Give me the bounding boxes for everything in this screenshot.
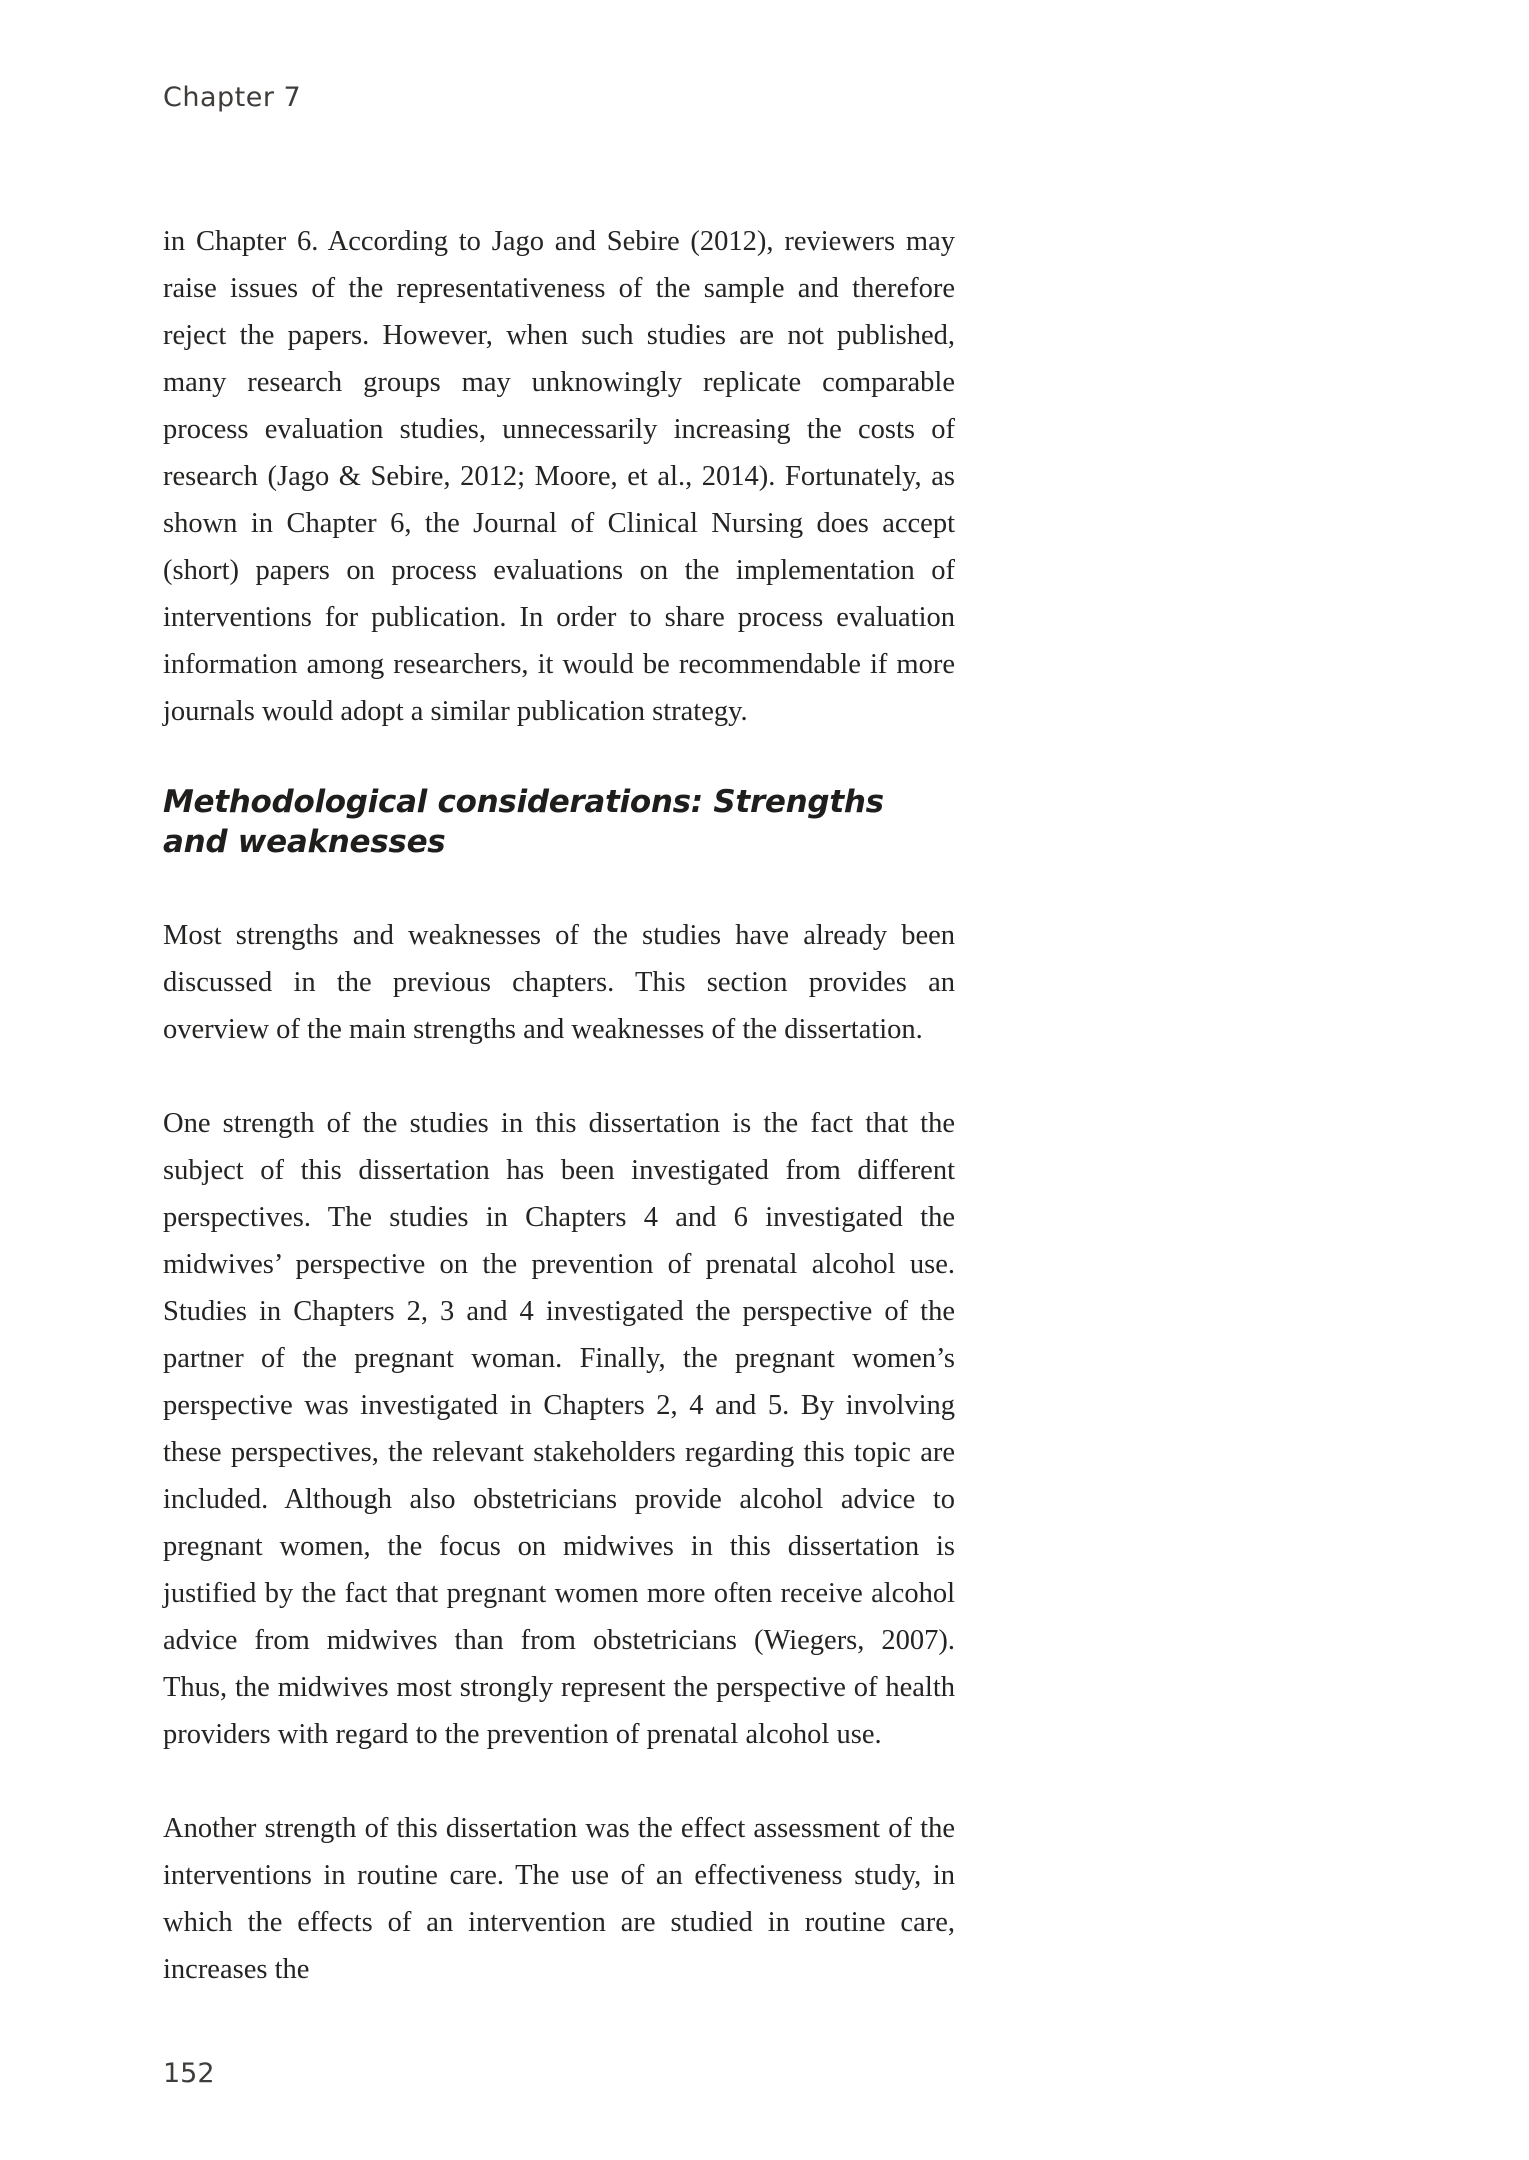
running-header: Chapter 7 [163,82,302,113]
section-heading: Methodological considerations: Strengths and weaknesses [163,784,884,860]
section-paragraph: Most strengths and weaknesses of the studies have already been discussed in the previous chapters. This section provides an overview of the main strengths and weaknesses of the dissertation. [163,920,955,1045]
section-paragraph: Another strength of this dissertation was the effect assessment of the interventions in routine care. The use of an effectiveness study, in which the effects of an intervention are studied in routine care, increases the [163,1813,955,1985]
page-number: 152 [163,2058,215,2089]
section-paragraph: One strength of the studies in this dissertation is the fact that the subject of this dissertation has been investigated from different perspectives. The studies in Chapters 4 and 6 investigated the midwives’ perspective on the prevention of prenatal alcohol use. Studies in Chapters 2, 3 and 4 investigated the perspective of the partner of the pregnant woman. Finally, the pregnant women’s perspective was investigated in Chapters 2, 4 and 5. By involving these perspectives, the relevant stakeholders regarding this topic are included. Although also obstetricians provide alcohol advice to pregnant women, the focus on midwives in this dissertation is justified by the fact that pregnant women more often receive alcohol advice from midwives than from obstetricians (Wiegers, 2007). Thus, the midwives most strongly represent the perspective of health providers with regard to the prevention of prenatal alcohol use. [163,1108,955,1750]
page-content [163,218,955,1993]
intro-paragraph: in Chapter 6. According to Jago and Sebire (2012), reviewers may raise issues of the representativeness of the sample and therefore reject the papers. However, when such studies are not published, many research groups may unknowingly replicate comparable process evaluation studies, unnecessarily increasing the costs of research (Jago & Sebire, 2012; Moore, et al., 2014). Fortunately, as shown in Chapter 6, the Journal of Clinical Nursing does accept (short) papers on process evaluations on the implementation of interventions for publication. In order to share process evaluation information among researchers, it would be recommendable if more journals would adopt a similar publication strategy. [163,226,955,727]
